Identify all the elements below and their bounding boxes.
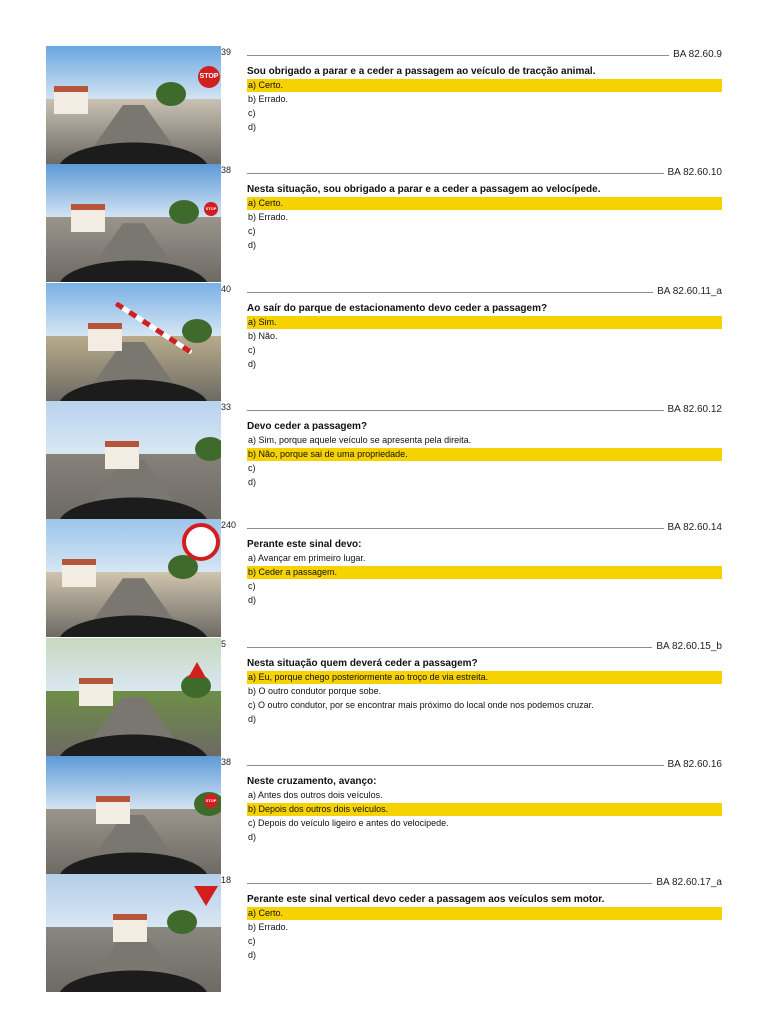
photo-house xyxy=(71,204,105,232)
question-code: BA 82.60.10 xyxy=(667,167,722,179)
answer-option[interactable]: d) xyxy=(248,831,257,842)
answer-option[interactable]: c) xyxy=(248,462,256,473)
question-number: 240 xyxy=(221,520,237,531)
question-text: Devo ceder a passagem? xyxy=(247,420,368,432)
photo-house xyxy=(96,796,130,824)
question-text: Sou obrigado a parar e a ceder a passagem ao veículo de tracção animal. xyxy=(247,66,596,77)
photo-tree xyxy=(182,319,212,343)
answer-option-correct[interactable]: b) Ceder a passagem. xyxy=(247,566,722,579)
answer-option[interactable]: c) xyxy=(248,226,256,237)
question-photo xyxy=(46,874,221,992)
photo-dashboard xyxy=(46,966,221,992)
question-text: Perante este sinal devo: xyxy=(247,539,362,551)
question-code: BA 82.60.15_b xyxy=(656,640,722,652)
answer-option[interactable]: c) xyxy=(248,581,256,592)
yield-sign-icon xyxy=(194,886,218,906)
question-number: 18 xyxy=(221,875,232,886)
answer-option[interactable]: c) xyxy=(248,344,256,355)
question-photo xyxy=(46,519,221,637)
answer-option[interactable]: d) xyxy=(248,713,257,724)
photo-house xyxy=(54,86,88,114)
answer-option[interactable]: a) Sim, porque aquele veículo se apresenta pela direita. xyxy=(248,434,472,445)
stop-sign-icon: STOP xyxy=(204,794,218,808)
answer-option-correct[interactable]: a) Certo. xyxy=(247,79,722,92)
photo-dashboard xyxy=(46,493,221,519)
answer-option[interactable]: b) Errado. xyxy=(248,94,289,104)
question-block xyxy=(0,46,768,164)
question-number: 39 xyxy=(221,47,232,57)
answer-option[interactable]: c) xyxy=(248,936,256,947)
question-number: 38 xyxy=(221,165,232,176)
photo-dashboard xyxy=(46,848,221,874)
answer-option[interactable]: b) Errado. xyxy=(248,212,289,223)
photo-house xyxy=(79,678,113,706)
question-block xyxy=(0,756,768,874)
stop-sign-icon: STOP xyxy=(198,66,220,88)
divider-rule xyxy=(247,55,669,56)
answer-option[interactable]: d) xyxy=(248,358,257,369)
priority-sign-icon xyxy=(182,523,220,561)
stop-sign-icon: STOP xyxy=(204,202,218,216)
photo-tree xyxy=(167,910,197,934)
answer-option[interactable]: c) Depois do veículo ligeiro e antes do velocipede. xyxy=(248,817,449,828)
question-photo xyxy=(46,283,221,401)
answer-option[interactable]: b) Errado. xyxy=(248,922,289,933)
question-code: BA 82.60.12 xyxy=(667,403,722,415)
answer-option-correct[interactable]: b) Não, porque sai de uma propriedade. xyxy=(247,448,722,461)
answer-option-correct[interactable]: a) Sim. xyxy=(247,316,722,329)
question-text: Nesta situação quem deverá ceder a passagem? xyxy=(247,657,478,669)
answer-option[interactable]: d) xyxy=(248,476,257,487)
answer-option[interactable]: d) xyxy=(248,595,257,606)
photo-house xyxy=(113,914,147,942)
photo-house xyxy=(105,441,139,469)
photo-dashboard xyxy=(46,611,221,637)
answer-option-correct[interactable]: a) Eu, porque chego posteriormente ao troço de via estreita. xyxy=(247,671,722,684)
answer-option-correct[interactable]: a) Certo. xyxy=(247,197,722,210)
question-photo xyxy=(46,164,221,282)
answer-option[interactable]: b) Não. xyxy=(248,330,278,341)
photo-house xyxy=(88,323,122,351)
photo-tree xyxy=(156,82,186,106)
answer-option[interactable]: d) xyxy=(248,950,257,961)
question-block xyxy=(0,874,768,992)
question-photo xyxy=(46,46,221,164)
answer-option[interactable]: c) xyxy=(248,108,256,118)
warning-sign-icon xyxy=(188,662,206,678)
question-block xyxy=(0,164,768,282)
answer-option[interactable]: d) xyxy=(248,122,257,132)
divider-rule xyxy=(247,410,664,411)
answer-option[interactable]: b) O outro condutor porque sobe. xyxy=(248,685,382,696)
divider-rule xyxy=(247,528,664,529)
question-code: BA 82.60.14 xyxy=(667,522,722,534)
question-block xyxy=(0,283,768,401)
question-code: BA 82.60.11_a xyxy=(657,285,722,297)
question-number: 38 xyxy=(221,756,232,767)
photo-dashboard xyxy=(46,375,221,401)
divider-rule xyxy=(247,647,652,648)
photo-tree xyxy=(195,437,221,461)
divider-rule xyxy=(247,292,653,293)
question-text: Neste cruzamento, avanço: xyxy=(247,775,377,787)
divider-rule xyxy=(247,883,652,884)
question-number: 40 xyxy=(221,283,232,294)
question-block xyxy=(0,519,768,637)
question-text: Ao saír do parque de estacionamento devo ceder a passagem? xyxy=(247,302,548,314)
answer-option[interactable]: d) xyxy=(248,240,257,251)
question-code: BA 82.60.16 xyxy=(667,758,722,770)
answer-option[interactable]: c) O outro condutor, por se encontrar mais próximo do local onde nos podemos cruzar. xyxy=(248,699,594,710)
photo-dashboard xyxy=(46,138,221,164)
question-text: Perante este sinal vertical devo ceder a passagem aos veículos sem motor. xyxy=(247,894,605,906)
answer-option[interactable]: a) Antes dos outros dois veículos. xyxy=(248,789,383,800)
divider-rule xyxy=(247,173,664,174)
question-code: BA 82.60.9 xyxy=(673,49,722,60)
question-photo xyxy=(46,401,221,519)
question-photo xyxy=(46,756,221,874)
question-number: 5 xyxy=(221,638,227,649)
question-code: BA 82.60.17_a xyxy=(656,877,722,889)
question-block xyxy=(0,638,768,756)
question-text: Nesta situação, sou obrigado a parar e a ceder a passagem ao velocípede. xyxy=(247,184,601,196)
question-block xyxy=(0,401,768,519)
question-photo xyxy=(46,638,221,756)
photo-dashboard xyxy=(46,256,221,282)
answer-option-correct[interactable]: a) Certo. xyxy=(247,907,722,920)
question-number: 33 xyxy=(221,401,232,412)
divider-rule xyxy=(247,765,664,766)
photo-house xyxy=(62,559,96,587)
answer-option[interactable]: a) Avançar em primeiro lugar. xyxy=(248,553,366,564)
photo-dashboard xyxy=(46,730,221,756)
answer-option-correct[interactable]: b) Depois dos outros dois veículos. xyxy=(247,803,722,816)
